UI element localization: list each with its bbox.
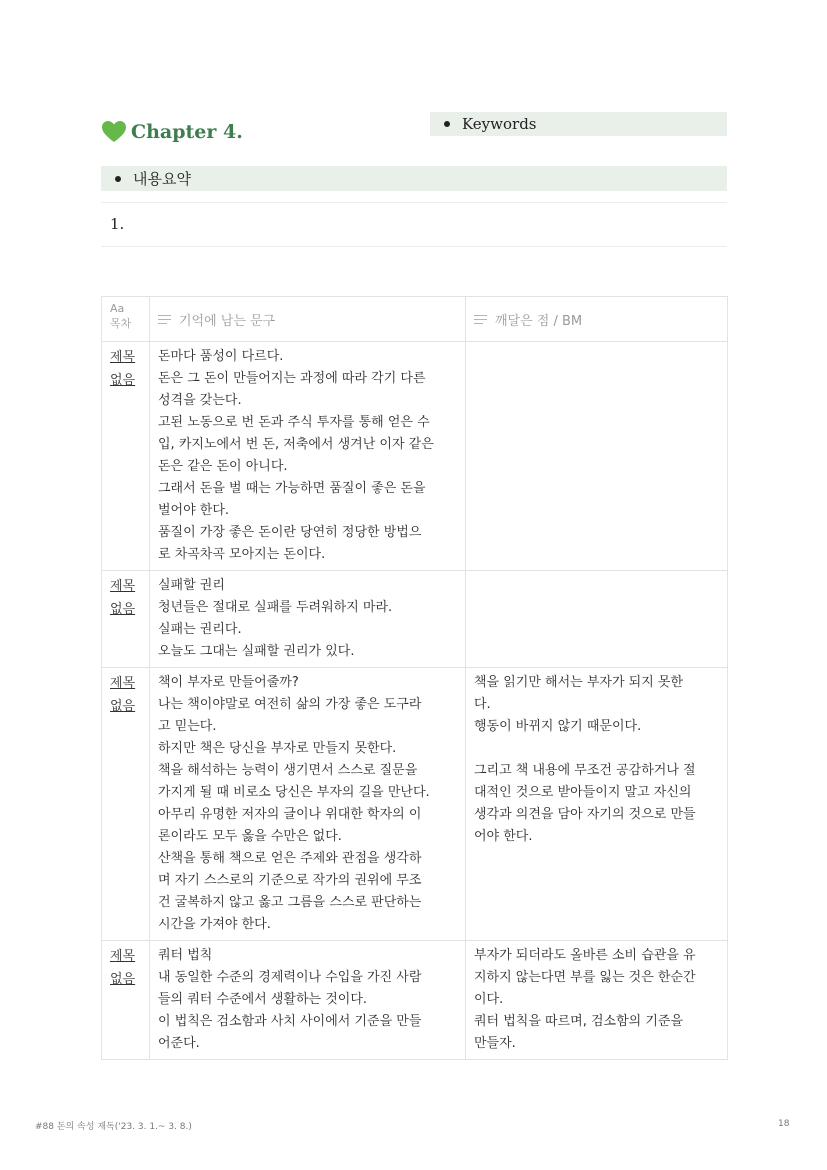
quote-line: 돈마다 품성이 다르다.: [158, 349, 284, 364]
quote-line: 나는 책이야말로 여전히 삶의 가장 좋은 도구라: [158, 697, 422, 712]
insight-line: 책을 읽기만 해서는 부자가 되지 못한: [474, 675, 684, 690]
keywords-label: Keywords: [462, 115, 537, 133]
insight-line: 만들자.: [474, 1036, 516, 1051]
insight-line: 행동이 바뀌지 않기 때문이다.: [474, 719, 642, 734]
row-title-link[interactable]: 제목 없음: [110, 350, 136, 388]
table-row: [102, 668, 728, 941]
quote-line: 성격을 갖는다.: [158, 393, 242, 408]
footer-document-title: #88 돈의 속성 재독('23. 3. 1.~ 3. 8.): [35, 1122, 192, 1132]
summary-toggle[interactable]: [101, 166, 727, 191]
quote-line: 내 동일한 수준의 경제력이나 수입을 가진 사람: [158, 970, 422, 985]
quote-line: 실패할 권리: [158, 578, 225, 593]
row-title-cell[interactable]: [102, 571, 150, 668]
title-property-icon: Aa: [110, 302, 125, 315]
column-header-insight[interactable]: [466, 297, 728, 342]
insight-line: 부자가 되더라도 올바른 소비 습관을 유: [474, 948, 696, 963]
quote-line: 로 차곡차곡 모아지는 돈이다.: [158, 547, 326, 562]
insight-cell[interactable]: [466, 668, 728, 941]
insight-line: 대적인 것으로 받아들이지 말고 자신의: [474, 785, 692, 800]
insight-cell[interactable]: [466, 941, 728, 1060]
quote-line: 쿼터 법칙: [158, 948, 213, 963]
quote-line: 책을 해석하는 능력이 생기면서 스스로 질문을: [158, 763, 418, 778]
quote-line: 그래서 돈을 벌 때는 가능하면 품질이 좋은 돈을: [158, 481, 426, 496]
row-title-cell[interactable]: [102, 342, 150, 571]
column-header-title-label: 목차: [110, 317, 132, 330]
quote-line: 오늘도 그대는 실패할 권리가 있다.: [158, 644, 355, 659]
quote-line: 산책을 통해 책으로 얻은 주제와 관점을 생각하: [158, 851, 422, 866]
bullet-icon: [115, 176, 121, 182]
quote-line: 청년들은 절대로 실패를 두려워하지 마라.: [158, 600, 393, 615]
insight-line: 쿼터 법칙을 따르며, 검소함의 기준을: [474, 1014, 684, 1029]
insight-line: 생각과 의견을 담아 자기의 것으로 만들: [474, 807, 696, 822]
blank-line: [474, 738, 719, 760]
quote-line: 실패는 권리다.: [158, 622, 242, 637]
quote-line: 고된 노동으로 번 돈과 주식 투자를 통해 얻은 수: [158, 415, 430, 430]
quote-cell[interactable]: [150, 571, 466, 668]
table-row: [102, 342, 728, 571]
summary-label: 내용요약: [133, 170, 191, 188]
quote-line: 론이라도 모두 옳을 수만은 없다.: [158, 829, 342, 844]
divider: [101, 246, 727, 247]
bullet-icon: [444, 121, 450, 127]
quote-line: 하지만 책은 당신을 부자로 만들지 못한다.: [158, 741, 397, 756]
row-title-cell[interactable]: [102, 668, 150, 941]
quote-line: 가지게 될 때 비로소 당신은 부자의 길을 만난다.: [158, 785, 430, 800]
quote-cell[interactable]: [150, 342, 466, 571]
insight-line: 다.: [474, 697, 491, 712]
quote-line: 고 믿는다.: [158, 719, 217, 734]
row-title-link[interactable]: 제목 없음: [110, 949, 136, 987]
divider: [101, 202, 727, 203]
row-title-cell[interactable]: [102, 941, 150, 1060]
insight-cell[interactable]: [466, 571, 728, 668]
quote-line: 며 자기 스스로의 기준으로 작가의 권위에 무조: [158, 873, 422, 888]
column-header-title[interactable]: [102, 297, 150, 342]
column-header-quote[interactable]: [150, 297, 466, 342]
quote-cell[interactable]: [150, 941, 466, 1060]
text-property-icon: [158, 315, 171, 324]
quote-cell[interactable]: [150, 668, 466, 941]
chapter-heading: [101, 120, 243, 144]
numbered-item[interactable]: 1.: [110, 215, 125, 233]
quote-line: 벌어야 한다.: [158, 503, 230, 518]
quote-line: 들의 쿼터 수준에서 생활하는 것이다.: [158, 992, 368, 1007]
text-property-icon: [474, 315, 487, 324]
quote-line: 시간을 가져야 한다.: [158, 917, 271, 932]
insight-line: 이다.: [474, 992, 504, 1007]
quote-line: 아무리 유명한 저자의 글이나 위대한 학자의 이: [158, 807, 422, 822]
keywords-toggle[interactable]: [430, 112, 727, 136]
quote-line: 이 법칙은 검소함과 사치 사이에서 기준을 만들: [158, 1014, 422, 1029]
table-row: [102, 571, 728, 668]
table-header-row: [102, 297, 728, 342]
quote-line: 돈은 같은 돈이 아니다.: [158, 459, 288, 474]
insight-cell[interactable]: [466, 342, 728, 571]
row-title-link[interactable]: 제목 없음: [110, 579, 136, 617]
quote-line: 돈은 그 돈이 만들어지는 과정에 따라 각기 다른: [158, 371, 426, 386]
chapter-title: Chapter 4.: [131, 121, 243, 143]
page-number: 18: [778, 1119, 790, 1129]
quote-line: 품질이 가장 좋은 돈이란 당연히 정당한 방법으: [158, 525, 422, 540]
quote-line: 책이 부자로 만들어줄까?: [158, 675, 299, 690]
row-title-link[interactable]: 제목 없음: [110, 676, 136, 714]
insight-line: 어야 한다.: [474, 829, 533, 844]
column-header-quote-label: 기억에 남는 문구: [179, 313, 276, 329]
column-header-insight-label: 깨달은 점 / BM: [495, 313, 583, 329]
insight-line: 지하지 않는다면 부를 잃는 것은 한순간: [474, 970, 696, 985]
insight-line: 그리고 책 내용에 무조건 공감하거나 절: [474, 763, 696, 778]
table-row: [102, 941, 728, 1060]
green-heart-icon: [101, 120, 127, 144]
quote-line: 건 굴복하지 않고 옳고 그름을 스스로 판단하는: [158, 895, 422, 910]
notes-table: [101, 296, 728, 1060]
quote-line: 입, 카지노에서 번 돈, 저축에서 생겨난 이자 같은: [158, 437, 434, 452]
quote-line: 어준다.: [158, 1036, 200, 1051]
